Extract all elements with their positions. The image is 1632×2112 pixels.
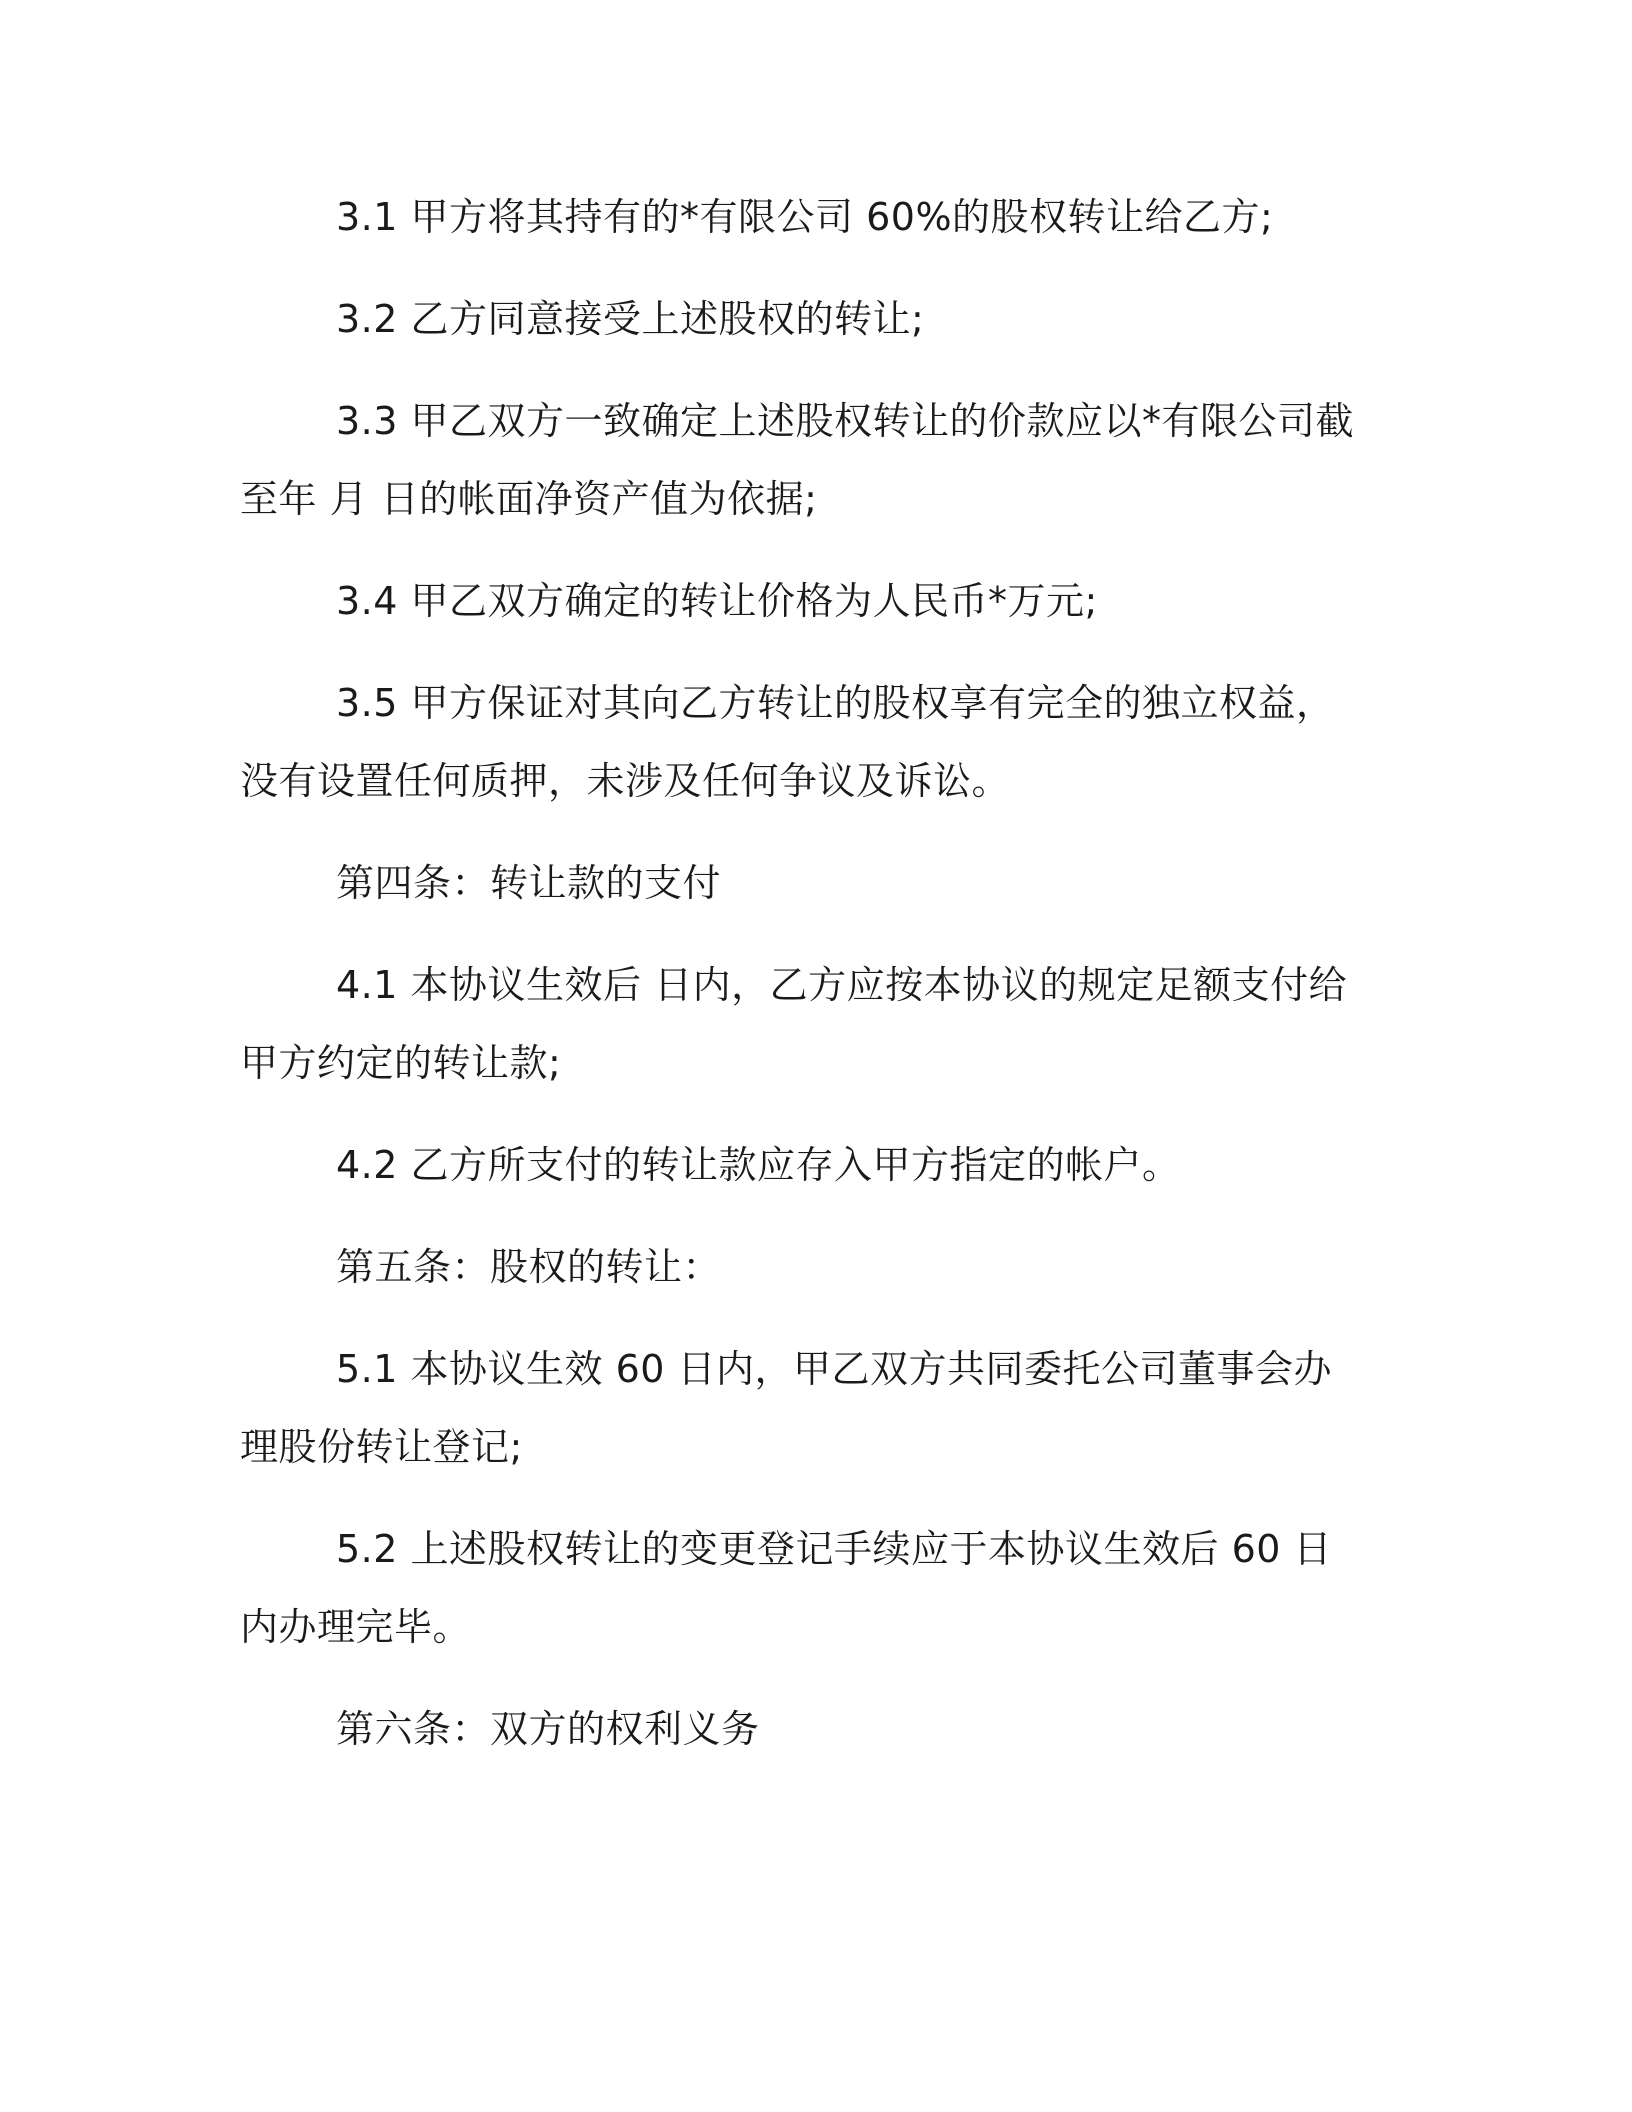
clause-3-2: 3.2 乙方同意接受上述股权的转让; — [336, 297, 925, 341]
clause-3-5: 3.5 甲方保证对其向乙方转让的股权享有完全的独立权益，没有设置任何质押，未涉及任何争议及诉讼。 — [240, 681, 1335, 803]
document-body — [240, 178, 1370, 1768]
article-4-heading: 第四条：转让款的支付 — [336, 861, 722, 905]
clause-3-3: 3.3 甲乙双方一致确定上述股权转让的价款应以*有限公司截至年 月 日的帐面净资产值为依据; — [240, 399, 1355, 521]
clause-3-4: 3.4 甲乙双方确定的转让价格为人民币*万元; — [336, 579, 1098, 623]
clause-4-1: 4.1 本协议生效后 日内，乙方应按本协议的规定足额支付给甲方约定的转让款; — [240, 963, 1348, 1085]
clause-4-2: 4.2 乙方所支付的转让款应存入甲方指定的帐户。 — [336, 1143, 1181, 1187]
article-5-heading: 第五条：股权的转让： — [336, 1245, 722, 1289]
article-6-heading: 第六条：双方的权利义务 — [336, 1707, 760, 1751]
clause-5-1: 5.1 本协议生效 60 日内，甲乙双方共同委托公司董事会办理股份转让登记; — [240, 1347, 1333, 1469]
clause-3-1: 3.1 甲方将其持有的*有限公司 60%的股权转让给乙方; — [336, 195, 1274, 239]
clause-5-2: 5.2 上述股权转让的变更登记手续应于本协议生效后 60 日内办理完毕。 — [240, 1527, 1333, 1649]
